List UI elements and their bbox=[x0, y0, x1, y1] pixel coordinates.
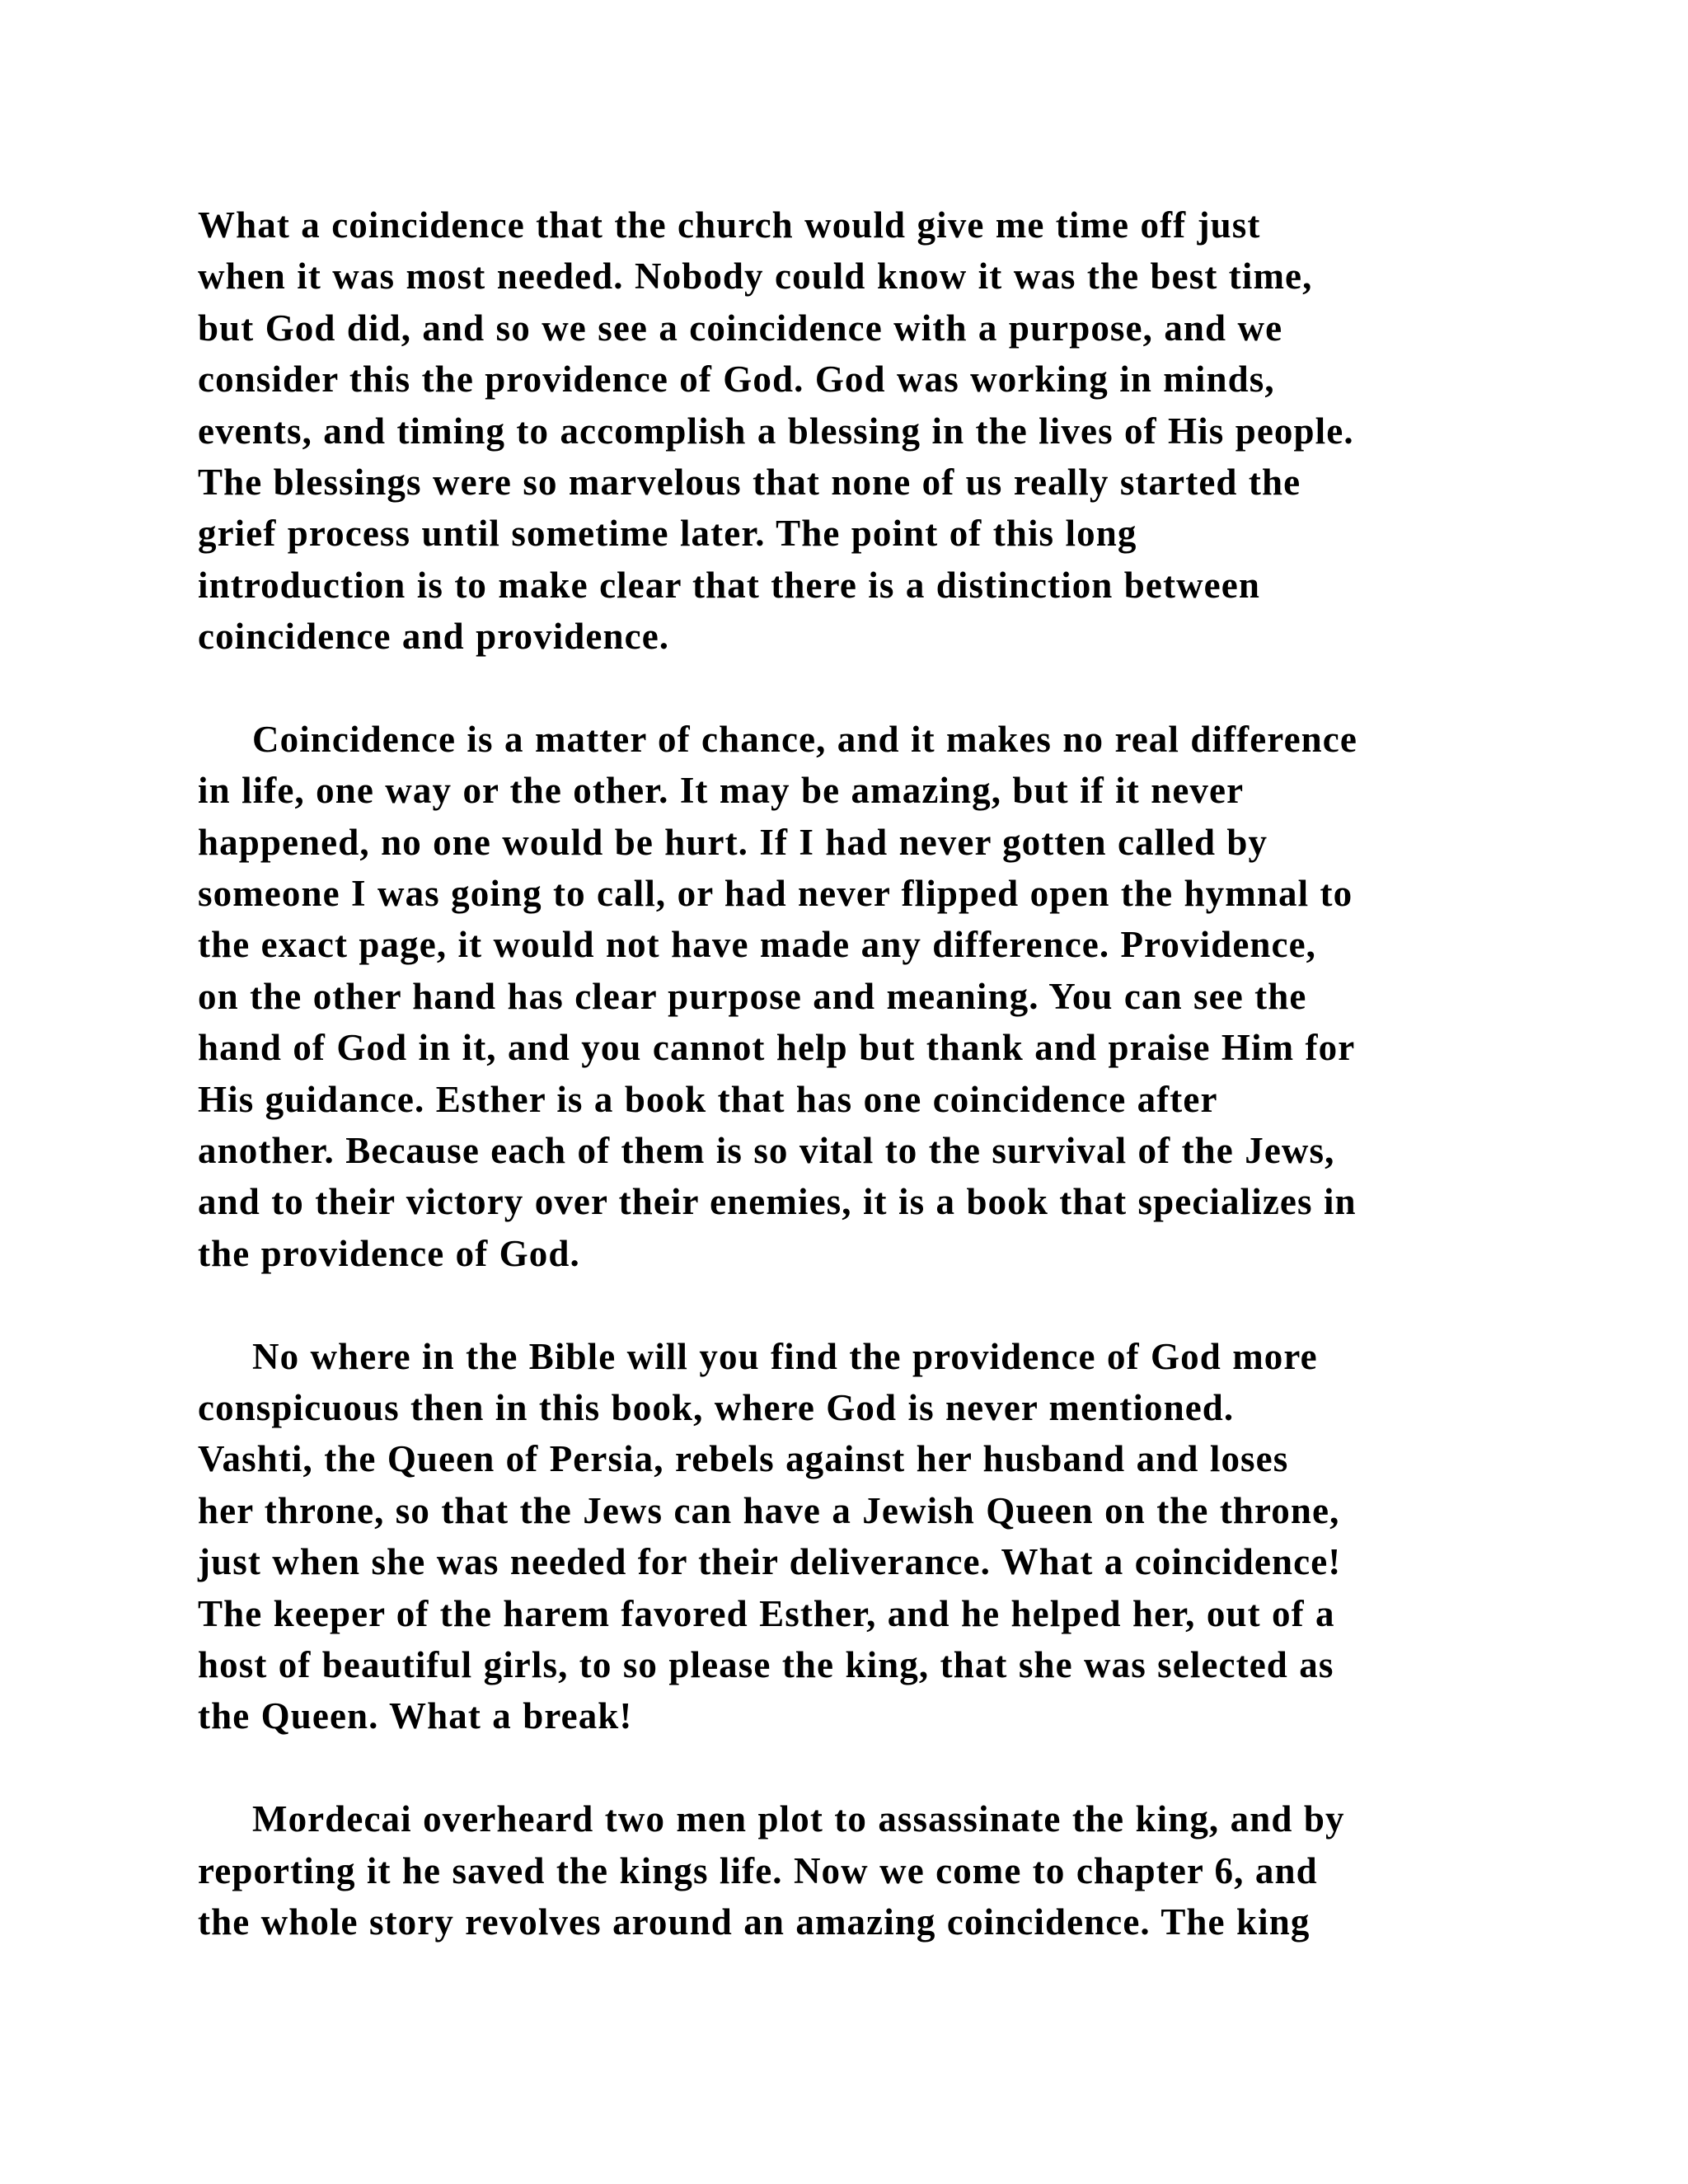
text-line: introduction is to make clear that there is a distinction between bbox=[198, 564, 1260, 606]
body-text bbox=[198, 199, 1484, 1947]
paragraph-gap bbox=[198, 1742, 1484, 1793]
text-line: in life, one way or the other. It may be amazing, but if it never bbox=[198, 770, 1245, 812]
text-line: the providence of God. bbox=[198, 1232, 580, 1274]
text-line: His guidance. Esther is a book that has one coincidence after bbox=[198, 1078, 1218, 1120]
text-line: when it was most needed. Nobody could know it was the best time, bbox=[198, 255, 1313, 298]
paragraph-gap bbox=[198, 663, 1484, 714]
text-line: someone I was going to call, or had never flipped open the hymnal to bbox=[198, 873, 1353, 915]
text-line: grief process until sometime later. The point of this long bbox=[198, 513, 1137, 555]
text-line: events, and timing to accomplish a blessing in the lives of His people. bbox=[198, 410, 1354, 452]
text-line: The blessings were so marvelous that none of us really started the bbox=[198, 461, 1301, 503]
text-line: her throne, so that the Jews can have a Jewish Queen on the throne, bbox=[198, 1489, 1340, 1531]
text-line: happened, no one would be hurt. If I had never gotten called by bbox=[198, 821, 1268, 863]
text-line: conspicuous then in this book, where God is never mentioned. bbox=[198, 1386, 1235, 1428]
paragraph bbox=[198, 199, 1484, 663]
text-line: consider this the providence of God. God was working in minds, bbox=[198, 359, 1275, 401]
text-line: The keeper of the harem favored Esther, and he helped her, out of a bbox=[198, 1592, 1335, 1634]
text-line: Mordecai overheard two men plot to assassinate the king, and by bbox=[252, 1798, 1345, 1840]
text-line: No where in the Bible will you find the providence of God more bbox=[252, 1335, 1318, 1377]
text-line: reporting it he saved the kings life. Now we come to chapter 6, and bbox=[198, 1849, 1318, 1891]
text-line: another. Because each of them is so vital to the survival of the Jews, bbox=[198, 1130, 1335, 1172]
paragraph-gap bbox=[198, 1279, 1484, 1330]
text-line: the Queen. What a break! bbox=[198, 1695, 633, 1737]
text-line: the exact page, it would not have made any difference. Providence, bbox=[198, 924, 1317, 966]
text-line: host of beautiful girls, to so please the king, that she was selected as bbox=[198, 1643, 1334, 1685]
text-line: What a coincidence that the church would give me time off just bbox=[198, 204, 1261, 246]
text-line: Coincidence is a matter of chance, and it makes no real difference bbox=[252, 718, 1357, 760]
paragraph bbox=[198, 1331, 1484, 1742]
text-line: hand of God in it, and you cannot help but thank and praise Him for bbox=[198, 1027, 1356, 1069]
text-line: but God did, and so we see a coincidence with a purpose, and we bbox=[198, 307, 1283, 349]
text-line: just when she was needed for their deliverance. What a coincidence! bbox=[198, 1541, 1342, 1583]
paragraph bbox=[198, 714, 1484, 1279]
text-line: Vashti, the Queen of Persia, rebels against her husband and loses bbox=[198, 1438, 1289, 1480]
paragraph bbox=[198, 1793, 1484, 1947]
text-line: and to their victory over their enemies, it is a book that specializes in bbox=[198, 1181, 1357, 1223]
text-line: coincidence and providence. bbox=[198, 616, 670, 658]
text-line: the whole story revolves around an amazing coincidence. The king bbox=[198, 1900, 1311, 1943]
text-line: on the other hand has clear purpose and meaning. You can see the bbox=[198, 975, 1307, 1017]
